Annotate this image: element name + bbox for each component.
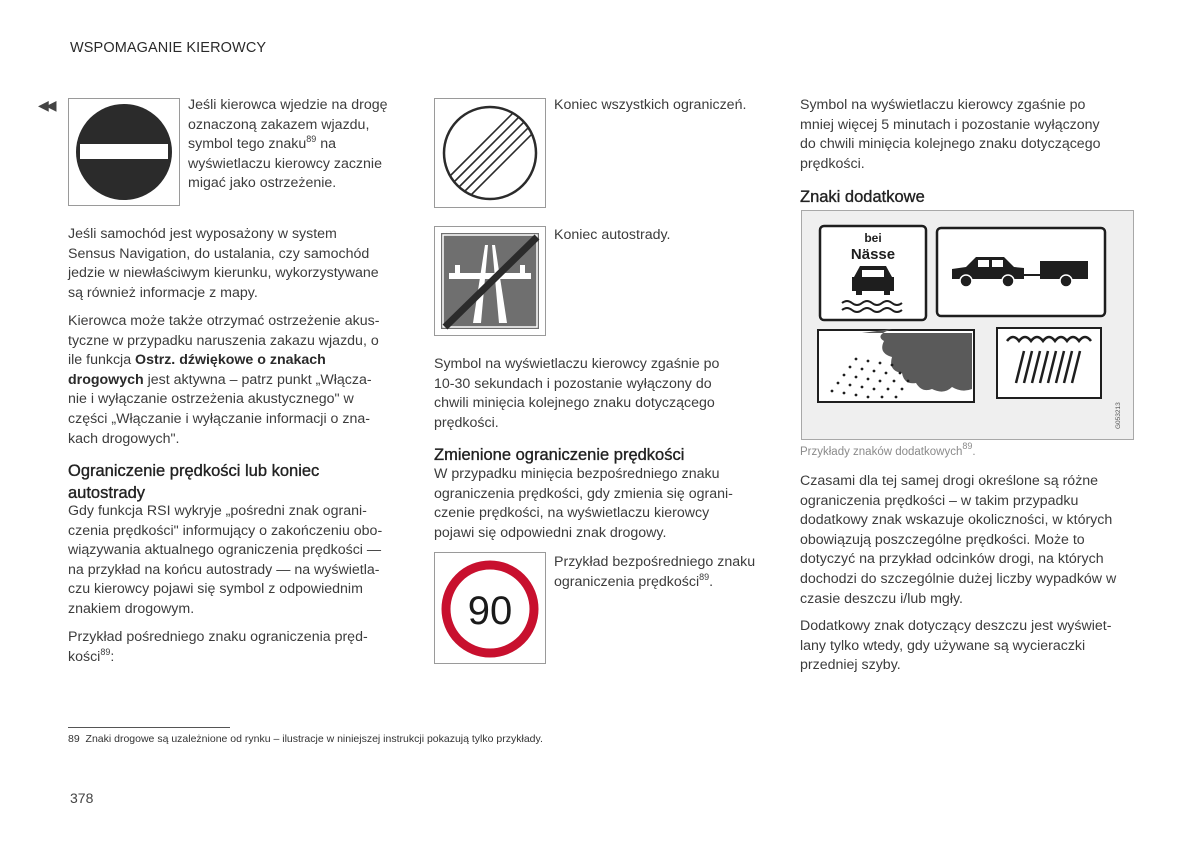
section-heading-speed-limit-end: Ograniczenie prędkości lub koniec autostrady <box>68 462 320 502</box>
svg-text:bei: bei <box>864 231 882 245</box>
footnote-ref[interactable]: 89 <box>100 646 111 657</box>
text-line: dodatkowy znak wskazuje okoliczności, w których <box>800 512 1113 529</box>
wet-road-sign <box>820 226 926 320</box>
end-all-restrictions-sign-image <box>434 98 546 208</box>
text-line: ile funkcja Ostrz. dźwiękowe o znakach <box>68 352 326 369</box>
text-line: mniej więcej 5 minutach i pozostanie wyłączony <box>800 116 1100 133</box>
footnote-text: Znaki drogowe są uzależnione od rynku – ilustracje w niniejszej instrukcji pokazują tylko przykłady. <box>85 733 543 745</box>
text-line: są również informacje z mapy. <box>68 284 258 301</box>
text-line: przedniej szyby. <box>800 657 901 674</box>
back-arrows-icon[interactable]: ◀◀ <box>38 97 54 113</box>
text-line: Kierowca może także otrzymać ostrzeżenie akus- <box>68 313 380 329</box>
text-line: oznaczoną zakazem wjazdu, <box>188 116 370 133</box>
text-line: czenie prędkości, na wyświetlaczu kierowcy <box>434 505 710 522</box>
indirect-example-paragraph <box>68 628 408 667</box>
text-line: wyświetlaczu kierowcy zacznie <box>188 155 382 172</box>
speed-value-text: 90 <box>467 589 513 633</box>
text-line: czenia prędkości" informujący o zakończeniu obo- <box>68 522 383 539</box>
text-line: jedzie w niewłaściwym kierunku, wykorzystywane <box>68 265 379 282</box>
text-line: obowiązują poszczególne prędkości. Może to <box>800 531 1085 548</box>
symbol-off-paragraph-5min <box>800 96 1140 174</box>
end-motorway-label: Koniec autostrady. <box>554 227 671 243</box>
additional-signs-image <box>801 210 1134 440</box>
text-line: W przypadku minięcia bezpośredniego znaku <box>434 466 720 482</box>
text-line: prędkości. <box>800 155 865 172</box>
image-caption: Przykłady znaków dodatkowych$^{89}$. <box>800 441 976 458</box>
end-motorway-sign-image <box>434 226 546 336</box>
text-line: dotyczyć na przykład odcinków drogi, na których <box>800 551 1104 568</box>
text-line: tyczne w przypadku naruszenia zakazu wjazdu, o <box>68 332 379 349</box>
function-name-link-cont[interactable]: drogowych <box>68 371 144 388</box>
footnote-divider <box>68 727 230 728</box>
text-line: drogowych jest aktywna – patrz punkt „Włącza- <box>68 371 372 388</box>
speed-limit-90-sign-image <box>434 552 546 664</box>
text-line: migać jako ostrzeżenie. <box>188 175 337 192</box>
no-entry-sign-image <box>68 98 180 206</box>
text-line: Gdy funkcja RSI wykryje „pośredni znak ograni- <box>68 503 367 519</box>
text-line: na przykład na końcu autostrady — na wyświetla- <box>68 561 380 578</box>
changed-limit-paragraph <box>434 465 774 543</box>
text-line: symbol tego znaku$^{89}$ na <box>188 134 337 153</box>
text-line: Jeśli samochód jest wyposażony w system <box>68 226 337 242</box>
text-line: czu kierowcy pojawi się symbol z odpowiednim <box>68 581 363 598</box>
no-entry-paragraph <box>188 96 408 194</box>
footnote-number: 89 <box>68 733 80 745</box>
section-heading-additional-signs: Znaki dodatkowe <box>800 188 925 206</box>
text-line: chwili minięcia kolejnego znaku dotyczącego <box>434 395 715 412</box>
acoustic-warning-paragraph <box>68 312 408 449</box>
direct-example-paragraph <box>554 553 774 592</box>
symbol-off-paragraph-10-30 <box>434 355 774 433</box>
text-line: Czasami dla tej samej drogi określone są różne <box>800 473 1099 489</box>
text-line: znakiem drogowym. <box>68 600 195 617</box>
svg-text:Nässe: Nässe <box>850 246 896 263</box>
text-line: Symbol na wyświetlaczu kierowcy zgaśnie po <box>800 97 1086 113</box>
footnote-ref[interactable]: 89 <box>306 134 317 145</box>
footnote-ref[interactable]: 89 <box>962 441 973 451</box>
car-with-trailer-sign <box>937 228 1105 316</box>
footnote-ref[interactable]: 89 <box>699 571 710 582</box>
text-line: ograniczenia prędkości$^{89}$. <box>554 571 714 590</box>
text-line: kości$^{89}$: <box>68 646 115 665</box>
text-line: pojawi się odpowiedni znak drogowy. <box>434 524 667 541</box>
text-line: Przykład pośredniego znaku ograniczenia pręd- <box>68 629 368 645</box>
section-heading-changed-limit: Zmienione ograniczenie prędkości <box>434 446 685 464</box>
fog-cloud-sign <box>818 329 974 402</box>
text-line: Jeśli kierowca wjedzie na drogę <box>188 97 388 113</box>
text-line: 10-30 sekundach i pozostanie wyłączony do <box>434 375 712 392</box>
page-header-title: WSPOMAGANIE KIEROWCY <box>70 40 267 56</box>
end-all-label: Koniec wszystkich ograniczeń. <box>554 97 747 113</box>
text-line: Sensus Navigation, do ustalania, czy samochód <box>68 245 370 262</box>
rain-sign-paragraph <box>800 617 1140 676</box>
text-line: Dodatkowy znak dotyczący deszczu jest wyświet- <box>800 618 1112 634</box>
text-line: lany tylko wtedy, gdy używane są wycieraczki <box>800 637 1086 654</box>
text-line: do chwili minięcia kolejnego znaku dotyczącego <box>800 136 1101 153</box>
text-line: nie i wyłączanie ostrzeżenia akustycznego" w <box>68 391 354 408</box>
text-line: kach drogowych". <box>68 430 180 447</box>
text-line: dochodzi do szczególnie dużej liczby wypadków w <box>800 570 1117 587</box>
rain-sign <box>997 328 1101 398</box>
page-number: 378 <box>70 790 94 806</box>
image-code: G053213 <box>1115 402 1122 429</box>
text-line: części „Włączanie i wyłączanie informacji o zna- <box>68 410 370 427</box>
text-line: Symbol na wyświetlaczu kierowcy zgaśnie po <box>434 356 720 372</box>
text-line: ograniczenia prędkości – w takim przypadku <box>800 492 1079 509</box>
text-line: wiązywania aktualnego ograniczenia prędkości — <box>68 542 382 559</box>
sensus-paragraph <box>68 225 408 303</box>
text-line: ograniczenia prędkości, gdy zmienia się ograni- <box>434 485 733 502</box>
function-name-link[interactable]: Ostrz. dźwiękowe o znakach <box>135 352 326 369</box>
text-line: Przykład bezpośredniego znaku <box>554 554 756 570</box>
additional-signs-paragraph <box>800 472 1140 609</box>
footnote <box>68 733 543 745</box>
rsi-paragraph <box>68 502 408 620</box>
text-line: czasie deszczu i/lub mgły. <box>800 590 963 607</box>
text-line: prędkości. <box>434 414 499 431</box>
